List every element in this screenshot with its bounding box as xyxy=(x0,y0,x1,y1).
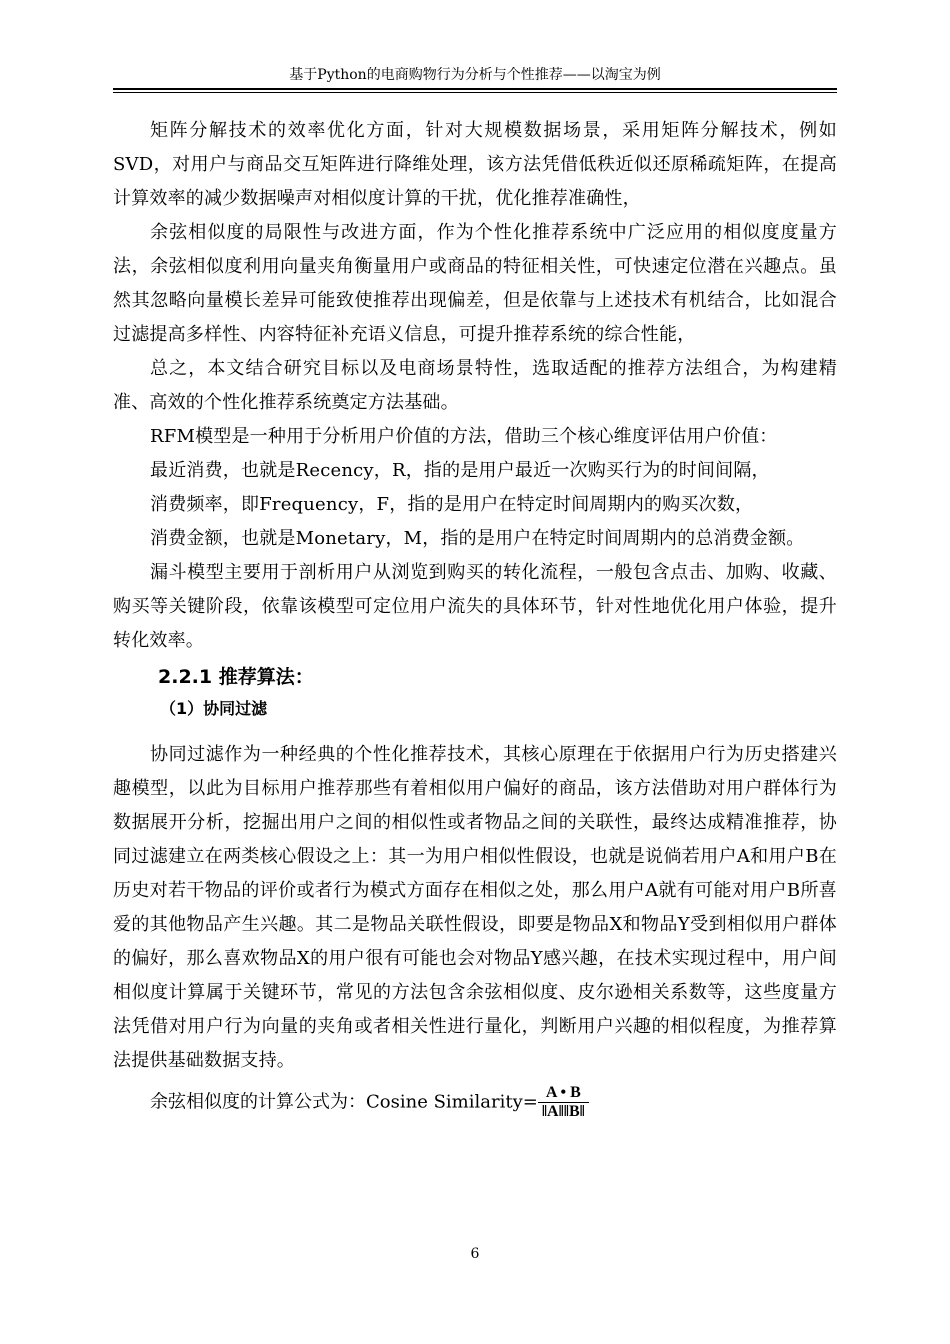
formula-numerator: A • B xyxy=(538,1084,589,1103)
page-number: 6 xyxy=(470,1246,480,1262)
paragraph-funnel-model: 漏斗模型主要用于剖析用户从浏览到购买的转化流程，一般包含点击、加购、收藏、购买等关键阶段，依靠该模型可定位用户流失的具体环节，针对性地优化用户体验，提升转化效率。 xyxy=(113,562,837,651)
body-text xyxy=(113,114,837,1121)
paragraph-rfm-recency: 最近消费，也就是Recency，R，指的是用户最近一次购买行为的时间间隔， xyxy=(150,460,770,481)
paragraph-matrix-factorization: 矩阵分解技术的效率优化方面，针对大规模数据场景，采用矩阵分解技术，例如SVD，对用户与商品交互矩阵进行降维处理，该方法凭借低秩近似还原稀疏矩阵，在提高计算效率的减少数据噪声对相似度计算的干扰，优化推荐准确性， xyxy=(113,120,837,209)
paragraph-summary: 总之，本文结合研究目标以及电商场景特性，选取适配的推荐方法组合，为构建精准、高效的个性化推荐系统奠定方法基础。 xyxy=(113,358,837,413)
section-heading: 2.2.1 推荐算法： xyxy=(158,666,314,688)
paragraph-collaborative-filtering: 协同过滤作为一种经典的个性化推荐技术，其核心原理在于依据用户行为历史搭建兴趣模型，以此为目标用户推荐那些有着相似用户偏好的商品，该方法借助对用户群体行为数据展开分析，挖掘出用户之间的相似性或者物品之间的关联性，最终达成精准推荐，协同过滤建立在两类核心假设之上：其一为用户相似性假设，也就是说倘若用户A和用户B在历史对若干物品的评价或者行为模式方面存在相似之处，那么用户A就有可能对用户B所喜爱的其他物品产生兴趣。其二是物品关联性假设，即要是物品X和物品Y受到相似用户群体的偏好，那么喜欢物品X的用户很有可能也会对物品Y感兴趣，在技术实现过程中，用户间相似度计算属于关键环节，常见的方法包含余弦相似度、皮尔逊相关系数等，这些度量方法凭借对用户行为向量的夹角或者相关性进行量化，判断用户兴趣的相似程度，为推荐算法提供基础数据支持。 xyxy=(113,744,837,1071)
paragraph-rfm-intro: RFM模型是一种用于分析用户价值的方法，借助三个核心维度评估用户价值： xyxy=(150,426,778,447)
header-rule-thick xyxy=(113,88,837,90)
spacer xyxy=(113,724,837,738)
header-rule-thin xyxy=(113,92,837,93)
formula-fraction xyxy=(538,1084,589,1121)
cosine-formula xyxy=(113,1084,837,1121)
subsection-heading: （1）协同过滤 xyxy=(160,699,268,718)
formula-denominator: ‖A‖‖B‖ xyxy=(541,1103,585,1120)
paragraph-rfm-frequency: 消费频率，即Frequency，F，指的是用户在特定时间周期内的购买次数， xyxy=(150,494,754,515)
paragraph-rfm-monetary: 消费金额，也就是Monetary，M，指的是用户在特定时间周期内的总消费金额。 xyxy=(150,528,805,549)
running-header: 基于Python的电商购物行为分析与个性推荐——以淘宝为例 xyxy=(289,67,661,83)
paragraph-cosine-limitations: 余弦相似度的局限性与改进方面，作为个性化推荐系统中广泛应用的相似度度量方法，余弦相似度利用向量夹角衡量用户或商品的特征相关性，可快速定位潜在兴趣点。虽然其忽略向量模长差异可能致使推荐出现偏差，但是依靠与上述技术有机结合，比如混合过滤提高多样性、内容特征补充语义信息，可提升推荐系统的综合性能， xyxy=(113,222,837,345)
formula-label: 余弦相似度的计算公式为：Cosine Similarity= xyxy=(150,1091,538,1113)
